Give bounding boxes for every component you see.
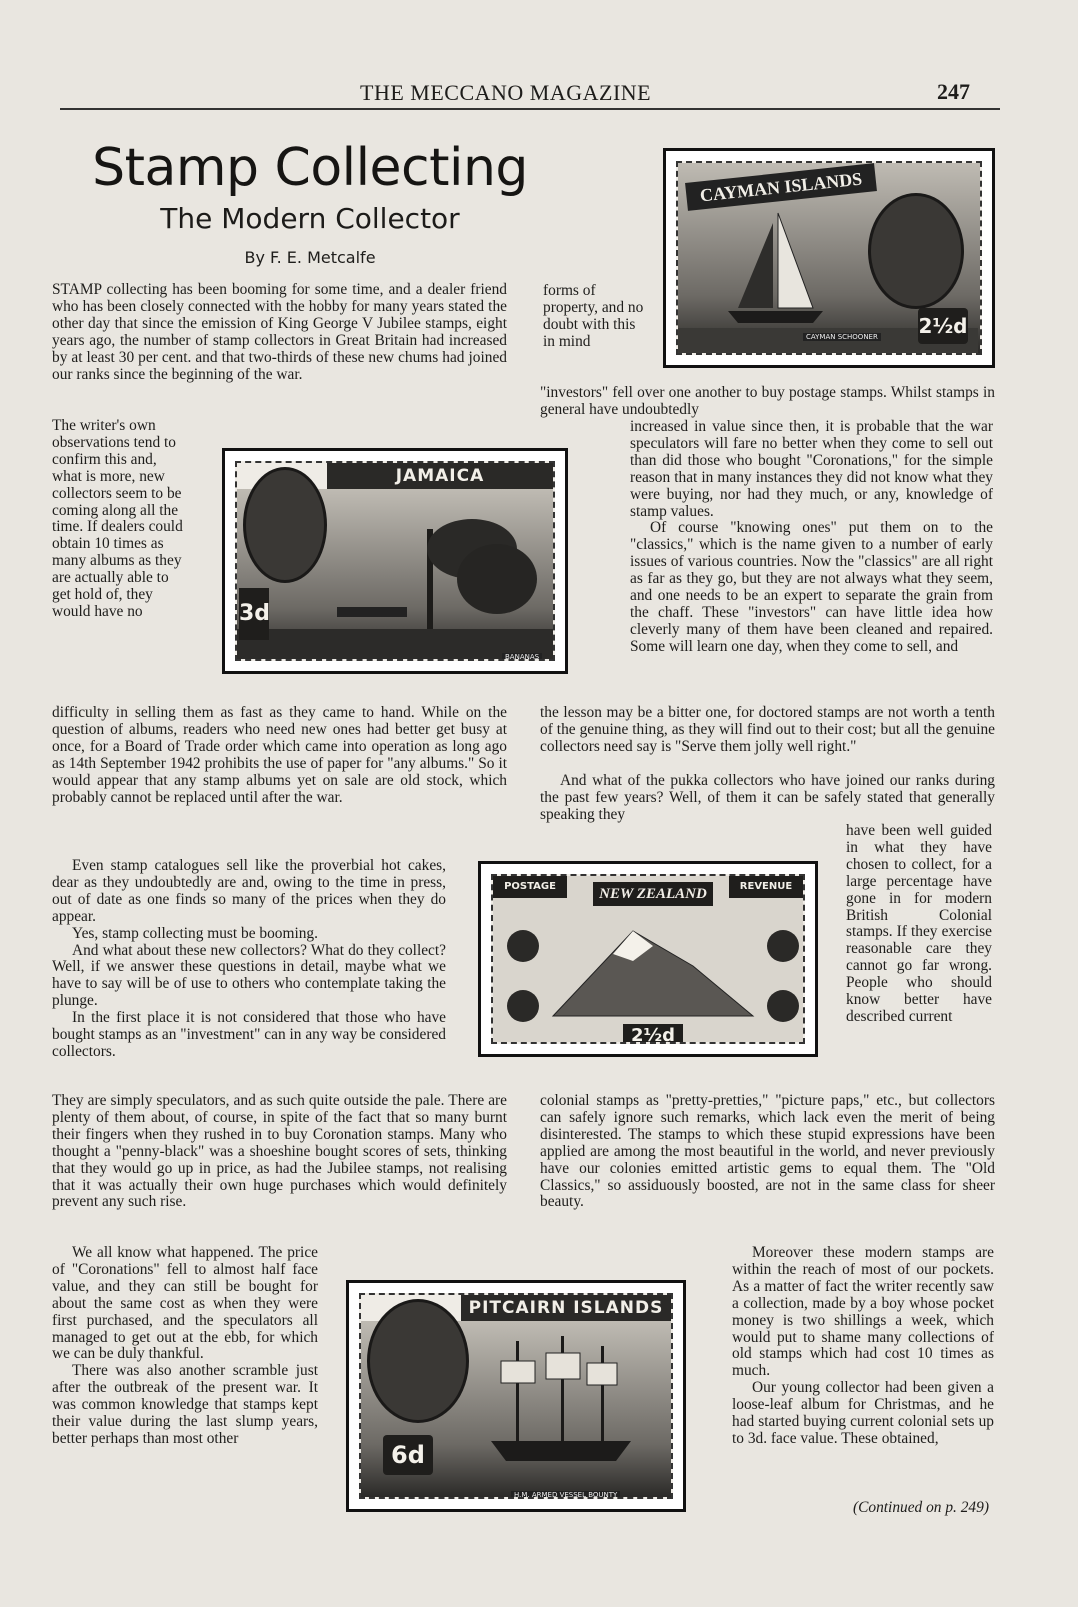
paragraph-modern-stamps: Moreover these modern stamps are within the reach of most of our pockets. As a matter of fact the writer recently saw a collection, made by a boy whose pocket money is two shillings a week, which would put to shame many collections of old stamps which had cost 10 times as much. Our young collector had been given a loose-leaf album for Christmas, and he had started buying current colonial sets up to 3d. face value. These obtained, (732, 1244, 994, 1447)
stamp-value: 2½d (918, 308, 968, 344)
stamp-country-label: PITCAIRN ISLANDS (461, 1295, 671, 1321)
stamp-new-zealand (478, 861, 818, 1057)
paragraph-booming: Yes, stamp collecting must be booming. (72, 924, 318, 942)
paragraph-coronations: We all know what happened. The price of "Coronations" fell to almost half face value, and they can still be bought for about the same cost as when they were first purchased, and the speculators all managed to get out at the ebb, for which we can be duly thankful. There was also another scramble just after the outbreak of the present war. It was common knowledge that stamps kept their value during the last slump years, better perhaps than most other (52, 1244, 318, 1447)
paragraph-new-collectors: And what about these new collectors? What do they collect? Well, if we answer these questions in detail, maybe what we have to say will be of use to others who contemplate taking the plunge. (52, 941, 446, 1010)
stamp-value: 3d (239, 588, 269, 640)
stamp-value: 2½d (623, 1024, 683, 1044)
stamp-frame (359, 1293, 673, 1499)
article-subtitle: The Modern Collector (160, 202, 460, 235)
king-portrait (868, 193, 964, 309)
magazine-title: THE MECCANO MAGAZINE (360, 80, 652, 105)
paragraph-writer-observations: The writer's own observations tend to confirm this and, what is more, new collectors seem to be coming along all the time. If dealers could obtain 10 times as many albums as they are actually able to get hold of, they would have no (52, 417, 183, 620)
stamp-caption: BANANAS (502, 653, 542, 661)
page-number: 247 (937, 79, 970, 104)
stamp-jamaica (222, 448, 568, 674)
paragraph-pukka-collectors: And what of the pukka collectors who have joined our ranks during the past few years? Well, of them it can be safely stated that generally speaking they (540, 772, 995, 823)
paragraph-catalogues: Even stamp catalogues sell like the proverbial hot cakes, dear as they undoubtedly are and, owing to the time in press, out of date as one finds so many of the prices when they do appear. Yes, stamp collecting must be booming. And what about these new collectors? What do they collect? Well, if we answer these questions in detail, maybe what we have to say will be of use to others who contemplate taking the plunge. In the first place it is not considered that those who have bought stamps as an "investment" can in any way be considered collectors. (52, 857, 446, 1060)
paragraph-investors: "investors" fell over one another to buy postage stamps. Whilst stamps in general have undoubtedly (540, 384, 995, 418)
revenue-label: REVENUE (729, 876, 803, 898)
king-portrait (243, 467, 327, 583)
paragraph-war-speculators: increased in value since then, it is probable that the war speculators will fare no better when they come to sell out than did those who bought "Coronations," for the simple reason that in many instances they did not know what they were buying, nor had they much, or any, knowledge of stamp values. Of course "knowing ones" put them on to the "classics," which is the name given to a number of early issues of various countries. Now the "classics" are all right as far as they go, but they are not always what they seem, and one needs to be an expert to separate the grain from the chaff. These "investors" can have little idea how cleverly many of them have been cleaned and repaired. Some will learn one day, when they come to sell, and (630, 418, 993, 655)
stamp-value: 6d (383, 1435, 433, 1475)
paragraph-investment: In the first place it is not considered that those who have bought stamps as an "investment" can in any way be considered collectors. (52, 1009, 446, 1060)
stamp-cayman-islands (663, 148, 995, 368)
paragraph-scramble: There was also another scramble just after the outbreak of the present war. It was common knowledge that stamps kept their value during the last slump years, better perhaps than most other (52, 1362, 318, 1447)
paragraph-speculators: They are simply speculators, and as such quite outside the pale. There are plenty of them about, of course, in spite of the fact that so many burnt their fingers when they rushed in to buy Coronation stamps. Many who thought a "penny-black" was a shoeshine bought scores of sets, thinking that they would go up in price, as had the Jubilee stamps, not realising that it was actually their own huge purchases which would definitely prevent any such rise. (52, 1092, 507, 1211)
paragraph-doctored-stamps: the lesson may be a bitter one, for doctored stamps are not worth a tenth of the genuine thing, as they will find out to their cost; but all the genuine collectors need say is "Serve them jolly well right." (540, 704, 995, 755)
stamp-country-label: NEW ZEALAND (593, 882, 713, 906)
paragraph-intro: STAMP collecting has been booming for some time, and a dealer friend who has been closely connected with the hobby for many years stated the other day that since the emission of King George V Jubilee stamps, eight years ago, the number of stamp collectors in Great Britain had increased by at least 30 per cent. and that two-thirds of these new chums had joined our ranks since the beginning of the war. (52, 281, 507, 383)
paragraph-forms-of-property: forms of property, and no doubt with this in mind (543, 282, 644, 350)
king-portrait (367, 1299, 469, 1423)
paragraph-young-collector: Our young collector had been given a loose-leaf album for Christmas, and he had started buying current colonial sets up to 3d. face value. These obtained, (732, 1379, 994, 1447)
stamp-caption: CAYMAN SCHOONER (803, 333, 881, 341)
stamp-country-label: JAMAICA (327, 463, 553, 489)
paragraph-albums: difficulty in selling them as fast as they came to hand. While on the question of albums, readers who need new ones had better get busy at once, for a Board of Trade order which came into operation as long ago as 14th September 1942 prohibits the use of paper for "any albums." So it would appear that any stamp albums yet on sale are old stock, which probably cannot be replaced until after the war. (52, 704, 507, 806)
stamp-caption: H.M. ARMED VESSEL BOUNTY (511, 1491, 620, 1499)
postage-label: POSTAGE (493, 876, 567, 898)
paragraph-well-guided: have been well guided in what they have chosen to collect, for a large percentage have gone in for modern British Colonial stamps. If they exercise reasonable care they cannot go far wrong. People who should know better have described current (846, 822, 992, 1025)
stamp-pitcairn-islands (346, 1280, 686, 1512)
paragraph-pretty-pretties: colonial stamps as "pretty-pretties," "picture paps," etc., but collectors can safely ignore such remarks, which lack even the merit of being disinterested. The stamps to which these stupid expressions have been applied are among the most beautiful in the world, and never previously have our colonies emitted artistic gems to equal them. The "Old Classics," so assiduously boosted, are not in the same class for sheer beauty. (540, 1092, 995, 1211)
byline: By F. E. Metcalfe (244, 248, 376, 267)
stamp-frame (676, 161, 982, 355)
continued-note: (Continued on p. 249) (853, 1499, 989, 1516)
stamp-frame (491, 874, 805, 1044)
running-header (60, 78, 1000, 110)
paragraph-classics: Of course "knowing ones" put them on to the "classics," which is the name given to a number of early issues of various countries. Now the "classics" are all right as far as they go, but they are not always what they seem, and one needs to be an expert to separate the grain from the chaff. These "investors" can have little idea how cleverly many of them have been cleaned and repaired. Some will learn one day, when they come to sell, and (630, 519, 993, 655)
stamp-country-label: CAYMAN ISLANDS (685, 163, 877, 211)
article-title: Stamp Collecting (92, 138, 528, 198)
stamp-frame (235, 461, 555, 661)
